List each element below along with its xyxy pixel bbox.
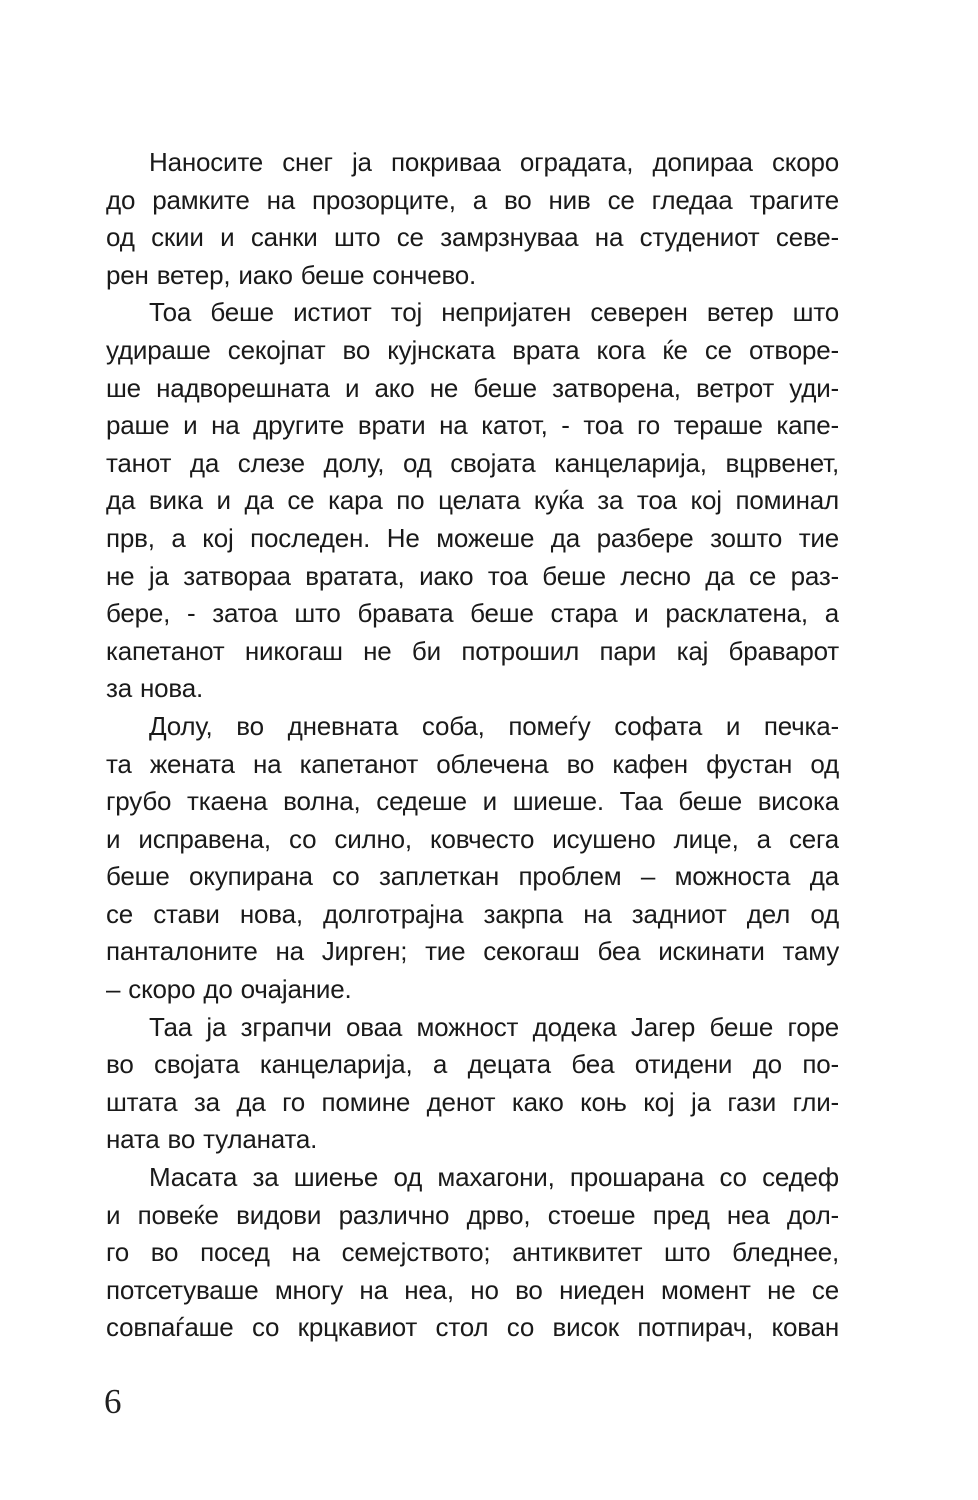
text-line: танот да слезе долу, од својата канцеларија, вцрвенет, [106, 447, 839, 478]
text-line: во својата канцеларија, а децата беа отидени до по- [106, 1049, 839, 1080]
page-number: 6 [104, 1382, 122, 1421]
text-line: ната во туланата. [106, 1124, 318, 1155]
text-line: и исправена, со силно, ковчесто исушено лице, а сега [106, 823, 839, 854]
text-line: не ја затвораа вратата, иако тоа беше лесно да се раз- [106, 560, 839, 591]
text-line: Наносите снег ја покриваа оградата, допираа скоро [149, 147, 839, 177]
text-line: штата за да го помине денот како коњ кој ја гази гли- [106, 1086, 839, 1117]
text-line: Масата за шиење од махагони, прошарана со седеф [149, 1162, 839, 1193]
text-line: удираше секојпат во кујнската врата кога ќе се отворе- [106, 334, 839, 365]
text-line: раше и на другите врати на катот, - тоа го тераше капе- [106, 410, 839, 441]
text-line: Таа ја зграпчи оваа можност додека Јагер беше горе [149, 1011, 839, 1042]
text-line: панталоните на Јирген; тие секогаш беа искинати таму [106, 936, 839, 967]
text-line: Тоа беше истиот тој непријатен северен ветер што [149, 297, 839, 328]
text-line: – скоро до очајание. [106, 974, 352, 1005]
text-line: прв, а кој последен. Не можеше да разбере зошто тие [106, 522, 839, 553]
text-line: бере, - затоа што бравата беше стара и расклатена, а [106, 598, 839, 629]
text-line: грубо ткаена волна, седеше и шиеше. Таа беше висока [106, 786, 839, 817]
text-line: рен ветер, иако беше сончево. [106, 259, 477, 290]
text-line: до рамките на прозорците, а во нив се гледаа трагите [106, 184, 839, 215]
text-line: се стави нова, долготрајна закрпа на задниот дел од [106, 898, 839, 929]
text-line: совпаѓаше со крцкавиот стол со висок потпирач, кован [106, 1312, 839, 1343]
text-line: Долу, во дневната соба, помеѓу софата и печка- [149, 710, 839, 741]
text-body [106, 144, 839, 1347]
text-line: за нова. [106, 673, 204, 704]
text-line: да вика и да се кара по целата куќа за тоа кој поминал [106, 485, 839, 516]
text-line: и повеќе видови различно дрво, стоеше пред неа дол- [106, 1199, 839, 1230]
text-line: потсетуваше многу на неа, но во ниеден момент не се [106, 1274, 839, 1305]
text-line: ше надворешната и ако не беше затворена, ветрот уди- [106, 372, 839, 403]
text-line: го во посед на семејството; антиквитет што бледнее, [106, 1237, 839, 1268]
text-line: та жената на капетанот облечена во кафен фустан од [106, 748, 839, 779]
text-line: беше окупирана со заплеткан проблем – можноста да [106, 861, 839, 892]
text-line: од скии и санки што се замрзнуваа на студениот севе- [106, 222, 839, 253]
text-line: капетанот никогаш не би потрошил пари кај браварот [106, 635, 839, 666]
